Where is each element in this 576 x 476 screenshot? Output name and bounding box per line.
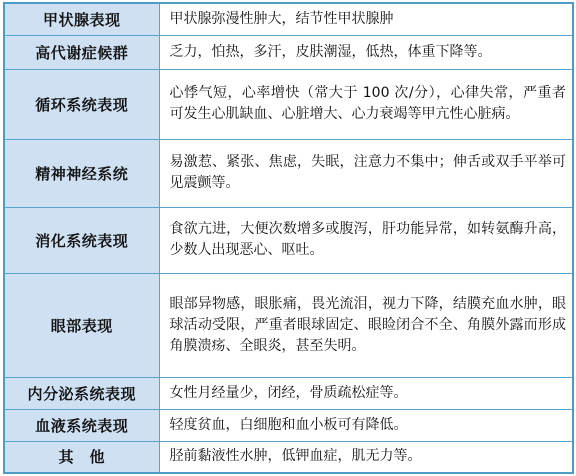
description-cell: 食欲亢进，大便次数增多或腹泻，肝功能异常，如转氨酶升高，少数人出现恶心、呕吐。 xyxy=(159,207,573,273)
description-cell: 女性月经量少，闭经，骨质疏松症等。 xyxy=(159,377,573,409)
description-cell: 甲状腺弥漫性肿大，结节性甲状腺肿 xyxy=(159,3,573,35)
table-row xyxy=(4,207,573,273)
category-cell: 高代谢症候群 xyxy=(4,35,159,69)
table-row xyxy=(4,69,573,139)
category-cell: 消化系统表现 xyxy=(4,207,159,273)
description-cell: 轻度贫血，白细胞和血小板可有降低。 xyxy=(159,409,573,441)
table-row xyxy=(4,409,573,441)
category-cell: 精神神经系统 xyxy=(4,139,159,207)
category-cell: 甲状腺表现 xyxy=(4,3,159,35)
description-cell: 心悸气短，心率增快（常大于 100 次/分），心律失常，严重者可发生心肌缺血、心脏增大、心力衰竭等甲亢性心脏病。 xyxy=(159,69,573,139)
table-row xyxy=(4,377,573,409)
category-cell: 循环系统表现 xyxy=(4,69,159,139)
description-cell: 眼部异物感，眼胀痛，畏光流泪，视力下降，结膜充血水肿，眼球活动受限，严重者眼球固定、眼睑闭合不全、角膜外露而形成角膜溃疡、全眼炎，甚至失明。 xyxy=(159,273,573,377)
table-row xyxy=(4,3,573,35)
table-row xyxy=(4,273,573,377)
table-row xyxy=(4,35,573,69)
table-row xyxy=(4,139,573,207)
table-row xyxy=(4,441,573,473)
category-cell: 其 他 xyxy=(4,441,159,473)
category-cell: 血液系统表现 xyxy=(4,409,159,441)
description-cell: 易激惹、紧张、焦虑，失眠，注意力不集中；伸舌或双手平举可见震颤等。 xyxy=(159,139,573,207)
description-cell: 乏力，怕热，多汗，皮肤潮湿，低热，体重下降等。 xyxy=(159,35,573,69)
symptom-table xyxy=(3,2,574,474)
category-cell: 眼部表现 xyxy=(4,273,159,377)
category-cell: 内分泌系统表现 xyxy=(4,377,159,409)
description-cell: 胫前黏液性水肿，低钾血症，肌无力等。 xyxy=(159,441,573,473)
